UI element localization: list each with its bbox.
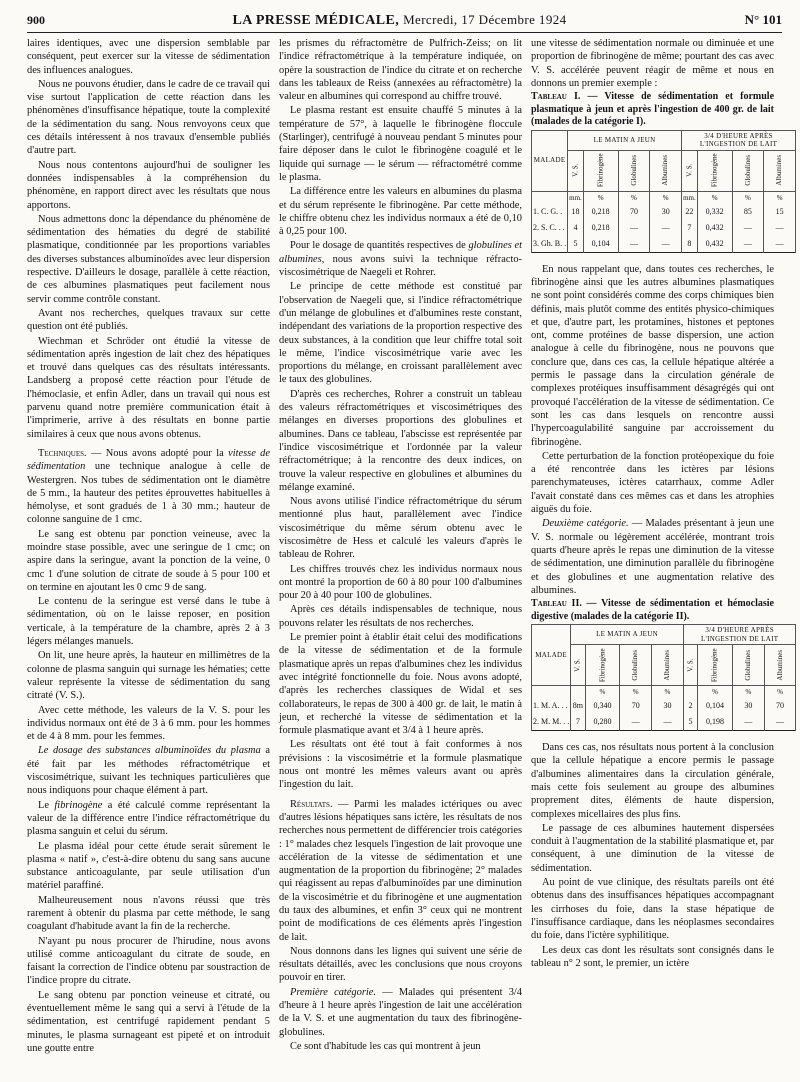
table-group-header: LE MATIN A JEUN [571,625,684,645]
subheader-label: V. S. [686,658,695,672]
table-cell: 70 [618,204,650,220]
data-table-2 [531,624,796,731]
table-group-header: LE MATIN A JEUN [568,130,682,150]
table-cell: 0,198 [698,714,733,731]
paragraph: Nous donnons dans les lignes qui suivent une série de résultats détaillés, avec les conclusions que nous croyons pouvoir en tirer. [279,945,522,984]
emphasis: Deuxième catégorie. [542,518,629,530]
table-group-header: 3/4 D'HEURE APRÈS L'INGESTION DE LAIT [682,130,796,150]
caption-label: Tableau I. [531,91,581,103]
table-subheader [650,150,682,191]
table-cell: — [618,220,650,236]
journal-title [232,12,566,29]
table-subheader [571,645,585,686]
paragraph-text: une technique analogue à celle de Westergren. Nos tubes de sédimentation ont le diamètre de 5 mm., la hauteur des petites éprouvettes habituelles à hémolyse, et sont gradués de 1 à 30 mm.; hauteur de colonne sanguine de 1 cmc. [27,461,270,526]
paragraph: Le passage de ces albumines hautement dispersées conduit à l'augmentation de la stabilité plasmatique et, par conséquent, à une diminution de la vitesse de sédimentation. [531,822,774,874]
data-table-1 [531,130,796,253]
table-group-header: 3/4 D'HEURE APRÈS L'INGESTION DE LAIT [683,625,796,645]
subheader-label: V. S. [685,164,694,178]
paragraph: laires identiques, avec une dispersion semblable par conséquent, peut exercer sur la vitesse de sédimentation des influences analogues. [27,38,270,76]
subheader-label: Globulines [743,155,752,187]
paragraph: Les résultats ont été tout à fait conformes à nos prévisions : la viscosimétrie et la formule plasmatique nous ont montré les mêmes valeurs avant ou après l'ingestion du lait. [279,739,522,791]
table-cell: — [732,714,764,731]
table-cell: 0,340 [585,698,620,714]
paragraph-text: , nous avons suivi la technique réfracto-viscosimétrique de Naegeli et Rohrer. [279,253,522,279]
article-columns [27,37,785,1077]
paragraph: Nous avons utilisé l'indice réfractométrique du sérum mentionné plus haut, parallèlement avec l'indice viscosimétrique du même sérum obtenu avec le viscosimètre de Hess et calculé les valeurs d'après le tableau de Rohrer. [279,496,522,561]
subheader-label: Globulines [631,649,640,681]
paragraph: Le plasma idéal pour cette étude serait sûrement le plasma « natif », c'est-à-dire obtenu du sang sans aucune substance anticoagulante, par seule utilisation d'un matériel paraffiné. [27,840,270,892]
paragraph: La différence entre les valeurs en albumines du plasma et du sérum représente le fibrinogène. Par cette méthode, le chiffre obtenu chez les individus normaux a été de 0,10 à 0,25 pour 100. [279,186,522,238]
paragraph: On lit, une heure après, la hauteur en millimètres de la colonne de plasma sanguin qui surnage les hématies; cette valeur représente la vitesse de sédimentation du sang citraté (V. S.). [27,650,270,702]
table-cell: % [764,686,796,699]
table-cell: — [732,220,764,236]
table-cell: — [650,236,682,253]
table-cell: 2 [683,698,697,714]
issue-number: N° 101 [744,12,782,27]
table-cell: 70 [620,698,652,714]
emphasis: Le dosage des substances albuminoïdes du plasma [38,745,261,757]
paragraph: une vitesse de sédimentation normale ou diminuée et une proportion de fibrinogène de même; pourtant des cas avec V. S. accélérée peuvent réagir de même et nous en donnons un premier exemple : [531,38,774,89]
table-cell: 4 [568,220,584,236]
emphasis: Première catégorie. [290,986,376,998]
paragraph: En nous rappelant que, dans toutes ces recherches, le fibrinogène ainsi que les autres albumines plasmatiques ne sont point considérés comme des corps chimiques bien définis, mais plutôt comme des entités physico-chimiques et que, d'autre part, les protamines, histones et peptones ont, comme protéines de basse dispersion, une action analogue à celle du fibrinogène, nous ne pouvons que conclure que, dans ces cas, la cellule hépatique altérée a permis le passage dans la circulation générale de complexes protéiques insuffisamment désagrégés qui ont provoqué l'accélération de la vitesse de sédimentation. Ce sont les cas dans lesquels on rencontre aussi l'hypercoagulabilité sanguine par accroissement du fibrinogène. [531,263,774,448]
table-row [532,236,796,253]
table-cell: 1. M. A. . . [532,698,571,714]
table-cell: 0,218 [583,220,618,236]
subheader-label: Globulines [744,649,753,681]
emphasis: vitesse de sédimentation [27,447,270,473]
caption-text: — Vitesse de sédimentation et formule plasmatique à jeun et après l'ingestion de 400 gr. de lait (malades de la catégorie I). [531,91,775,128]
paragraph: Le sang obtenu par ponction veineuse et citraté, ou éventuellement même le sang qui a servi à l'étude de la sédimentation, est centrifugé rapidement pendant 5 minutes, le plasma surnageant est pipeté et on introduit une goutte entre [27,989,270,1054]
table-subheader [620,645,652,686]
subheader-label: Albumines [775,155,784,187]
paragraph: Avec cette méthode, les valeurs de la V. S. pour les individus normaux ont été de 3 à 6 mm. pour les hommes et de 4 à 8 mm. pour les femmes. [27,704,270,743]
table-subheader [732,150,764,191]
table-cell: 8m [571,698,585,714]
table-cell: % [697,191,732,204]
paragraph: Malheureusement nous n'avons réussi que très rarement à obtenir du plasma par cette méthode, le sang coagulant d'habitude avant la fin de la recherche. [27,894,270,933]
table-row [532,698,796,714]
table-cell: — [618,236,650,253]
subheader-label: Albumines [775,649,784,681]
table-cell: % [698,686,733,699]
table-caption [531,598,774,623]
table-cell: % [650,191,682,204]
subheader-label: Albumines [663,649,672,681]
table-cell: 30 [652,698,684,714]
table-cell: 22 [682,204,698,220]
table-cell: 5 [683,714,697,731]
subheader-label: V. S. [571,164,580,178]
subheader-label: Fibrinogène [596,153,605,188]
table-cell: % [585,686,620,699]
table-cell: — [764,236,796,253]
paragraph [27,799,270,839]
page-number: 900 [27,12,45,27]
paragraph: Wiechman et Schröder ont étudié la vitesse de sédimentation après ingestion de lait chez des hépatiques et trouvé dans quelques cas des résultats intéressants. Landsberg a proposé cette réaction pour l'étude de l'hémoclasie, et enfin Adler, dans un travail qui nous est parvenu quand notre première communication était à l'imprimerie, arrive à des résultats en bonne partie similaires à ceux que nous avons obtenus. [27,335,270,440]
paragraph: Le sang est obtenu par ponction veineuse, avec la moindre stase possible, avec une seringue de 1 cmc; on aspire dans la seringue, avant la ponction de la veine, 0 cmc 1 d'une solution de citrate de soude à 5 pour 100 et on termine en ajoutant les 0 cmc 9 de sang. [27,528,270,593]
table-cell: % [620,686,652,699]
paragraph: Après ces détails indispensables de technique, nous pouvons relater les résultats de nos recherches. [279,604,522,629]
paragraph: Le premier point à établir était celui des modifications de la vitesse de sédimentation et de la formule plasmatique après un repas d'albumines chez les individus avec intégrité fonctionnelle du foie. Nous avons adopté, d'après les recherches classiques de Widal et ses collaborateurs, le repas de 300 à 400 gr. de lait, le matin à jeun, et recherché la vitesse de sédimentation et la formule plasmatique avant et 3/4 à 1 heure après. [279,632,522,737]
table-cell: % [652,686,684,699]
page-header [27,8,782,33]
paragraph: Dans ces cas, nos résultats nous portent à la conclusion que la cellule hépatique a encore permis le passage d'albumines alimentaires dans la circulation générale, mais cette fois seulement au groupe des albumines proprement dites, éléments de haute dispersion, complexes micellaires des plus fins. [531,742,774,820]
table-cell: 18 [568,204,584,220]
paragraph: Au point de vue clinique, des résultats pareils ont été obtenus dans des insuffisances hépatiques accompagnant les cirrhoses du foie, dans la stase hépatique de l'insuffisance cardiaque, dans les néoplasmes secondaires du foie, dans l'ictère syphilitique. [531,877,774,942]
table-cell: 0,218 [583,204,618,220]
table-cell [532,686,571,699]
table-units-row [532,686,796,699]
paragraph: Les deux cas dont les résultats sont consignés dans le tableau n° 2 sont, le premier, un ictère [531,944,774,969]
table-subheader [585,645,620,686]
table-cell: 3. Gh. B. . [532,236,568,253]
table-subheader [682,150,698,191]
table-cell: 30 [650,204,682,220]
table-cell: — [652,714,684,731]
paragraph: Nous ne pouvons étudier, dans le cadre de ce travail qui vise surtout l'application de cette réaction dans les phénomènes d'insuffisance hépatique, toute la complexité de la sédimentation du sang. Nous renvoyons ceux que ces détails intéressent à nos travaux d'ensemble publiés d'autre part. [27,78,270,157]
table-subheader [732,645,764,686]
table-cell: 8 [682,236,698,253]
table-cell: — [764,714,796,731]
table-cell: 30 [732,698,764,714]
paragraph-text: a été fait par les méthodes réfractométrique et viscosimétrique, suivant les techniques particulières que nous indiquons pour chaque élément à part. [27,745,270,797]
paragraph-text: Pour le dosage de quantités respectives de [290,240,469,252]
journal-name: LA PRESSE MÉDICALE, [232,12,400,28]
subheader-label: Globulines [629,155,638,187]
table-subheader [764,645,796,686]
table-subheader [683,645,697,686]
paragraph-text: — Malades présentant à jeun une V. S. normale ou légèrement accélérée, montrant trois quarts d'heure après le repas une diminution de la vitesse de sédimentation, une diminution parallèle du fibrinogène et des globulines et une augmentation relative des albumines. [531,518,774,596]
paragraph: Le contenu de la seringue est versé dans le tube à sédimentation, où on le laisse reposer, en position verticale, à la température de la chambre, après 2 à 3 légers mélanges manuels. [27,596,270,648]
table-cell: % [732,191,764,204]
paragraph: Le plasma restant est ensuite chauffé 5 minutes à la température de 57°, à laquelle le fibrinogène floccule (Starlinger), centrifugé à nouveau pendant 5 minutes pour faire déposer dans le culot le fibrinogène coagulé et le liquide qui surnage — le sérum — réfractométré comme le plasma. [279,105,522,183]
table-subheader [652,645,684,686]
table-cell: 0,432 [697,220,732,236]
paragraph: Le principe de cette méthode est constitué par l'observation de Naegeli que, si l'indice réfractométrique d'un mélange de globulines et d'albumines reste constant, indépendant des variations de la proportion respective des deux substances, à la condition que leur chiffre total soit le même, l'indice viscosimétrique varie avec les proportions du mélange, en croissant parallèlement avec le taux des globulines. [279,281,522,386]
table-cell: 85 [732,204,764,220]
paragraph-text: — Malades qui présentent 3/4 d'heure à 1 heure après l'ingestion de lait une accélération de la V. S. et une augmentation du taux des fibrinogène-globulines. [279,986,522,1038]
paragraph: Nous nous contentons aujourd'hui de souligner les données indispensables à la compréhension du phénomène, en rapport direct avec les résultats que nous apportons. [27,159,270,211]
emphasis: fibrinogène [54,799,103,811]
table-cell: 0,104 [583,236,618,253]
table-row [532,220,796,236]
table-cell: 70 [764,698,796,714]
table-units-row [532,191,796,204]
paragraph [27,744,270,797]
table-subheader [698,645,733,686]
column-left [27,37,270,1077]
column-middle [279,37,522,1077]
section-heading: Résultats. [290,798,333,810]
table-caption [531,91,774,129]
column-right [531,37,785,1077]
table-cell: mm. [682,191,698,204]
table-cell: 7 [682,220,698,236]
paragraph: Cette perturbation de la fonction protéopexique du foie a été rencontrée dans les ictères par lésions parenchymateuses, ictères catarrhaux, comme Adler l'avait constaté dans ces mêmes cas et dans les atrophies aiguës du foie. [531,450,774,516]
table-row [532,714,796,731]
table-cell: % [618,191,650,204]
subheader-label: Fibrinogène [710,648,719,683]
issue-date: Mercredi, 17 Décembre 1924 [403,11,567,27]
table-cell: — [732,236,764,253]
subheader-label: Albumines [661,155,670,187]
paragraph-text: — Nous avons adopté pour la [86,447,229,459]
paragraph [279,239,522,279]
subheader-label: Fibrinogène [598,648,607,683]
table-cell: 0,332 [697,204,732,220]
table-cell: 2. S. C. . . [532,220,568,236]
caption-text: — Vitesse de sédimentation et hémoclasie digestive (malades de la catégorie II). [531,598,774,622]
paragraph-text: — Parmi les malades ictériques ou avec d'autres lésions hépatiques sans ictère, les résultats de nos recherches nous permettent de différencier trois catégories : 1° malades chez lesquels l'ingestion de lait provoque une accélération de la vitesse de sédimentation et une augmentation de la proportion du fibrinogène; 2° malades qui réagissent au repas d'albuminoïdes par une diminution de la viscosimétrie et du fibrinogène et une augmentation du taux des albumines, et enfin 3° ceux qui ne montrent point de modifications de ces éléments après l'ingestion de lait. [279,798,522,943]
caption-label: Tableau II. [531,598,582,610]
table-cell: 0,432 [697,236,732,253]
table-subheader [568,150,584,191]
table-header-malade: MALADE [532,625,571,686]
paragraph-text: a été calculé comme représentant la valeur de la différence entre l'indice réfractométrique du plasma sanguin et celui du sérum. [27,799,271,838]
table-cell: 0,280 [585,714,620,731]
table-cell [571,686,585,699]
table-cell: — [650,220,682,236]
table-cell: 5 [568,236,584,253]
paragraph: Avant nos recherches, quelques travaux sur cette question ont été publiés. [27,307,270,333]
table-cell [532,191,568,204]
table-cell: — [620,714,652,731]
results-paragraph [279,798,522,944]
table-header-malade: MALADE [532,130,568,191]
paragraph [531,517,774,597]
section-heading: Techniques. [38,447,87,459]
table-cell: 15 [764,204,796,220]
paragraph: D'après ces recherches, Rohrer a construit un tableau des valeurs réfractométriques et viscosimétriques des mélanges en diverses proportions des globulines et albumines. Dans ce tableau, l'abscisse est représentée par l'indice viscosimétrique et l'ordonnée par la valeur réfractométrique; à la rencontre des deux indices, on trouve la valeur respective en globulines et albumines du mélange examiné. [279,388,522,493]
table-cell: % [764,191,796,204]
table-row [532,204,796,220]
table-cell: % [583,191,618,204]
table-subheader [697,150,732,191]
paragraph: les prismes du réfractomètre de Pulfrich-Zeiss; on lit l'indice réfractométrique à la température indiquée, on opère la soustraction de l'indice du citrate et on recherche dans les tableaux de Reiss (annexées au réfractomètre) la valeur en albumines qui correspond au chiffre trouvé. [279,38,522,103]
table-cell [683,686,697,699]
table-subheader [764,150,796,191]
paragraph: Ce sont d'habitude les cas qui montrent à jeun [290,1040,481,1052]
emphasis: globulines et albumines [279,240,523,265]
table-cell: 1. C. G. . [532,204,568,220]
table-cell: 7 [571,714,585,731]
table-subheader [583,150,618,191]
paragraph: N'ayant pu nous procurer de l'hirudine, nous avons utilisé comme anticoagulant du citrate de soude, en faisant la correction de l'indice obtenu par soustraction de l'indice propre du citrate. [27,935,270,987]
table-cell: mm. [568,191,584,204]
table-cell: 0,104 [698,698,733,714]
table-cell: 2. M. M. . . [532,714,571,731]
table-subheader [618,150,650,191]
table-cell: — [764,220,796,236]
paragraph [279,986,522,1039]
techniques-paragraph [27,447,270,527]
table-cell: % [732,686,764,699]
subheader-label: V. S. [573,658,582,672]
paragraph-text: Le [38,799,55,811]
paragraph: Nous admettons donc la dépendance du phénomène de sédimentation des hématies du degré de stabilité plasmatique, conditionnée par les proportions variables des diverses substances albuminoïdes avec leur dispersion respective. D'ailleurs le dosage, parallèle à cette réaction, de ces albumines plasmatiques peut facilement nous servir comme contrôle constant. [27,213,270,305]
paragraph: Les chiffres trouvés chez les individus normaux nous ont montré la proportion de 60 à 80 pour 100 d'albumines pour 20 à 40 pour 100 de globulines. [279,563,522,602]
subheader-label: Fibrinogène [710,153,719,188]
